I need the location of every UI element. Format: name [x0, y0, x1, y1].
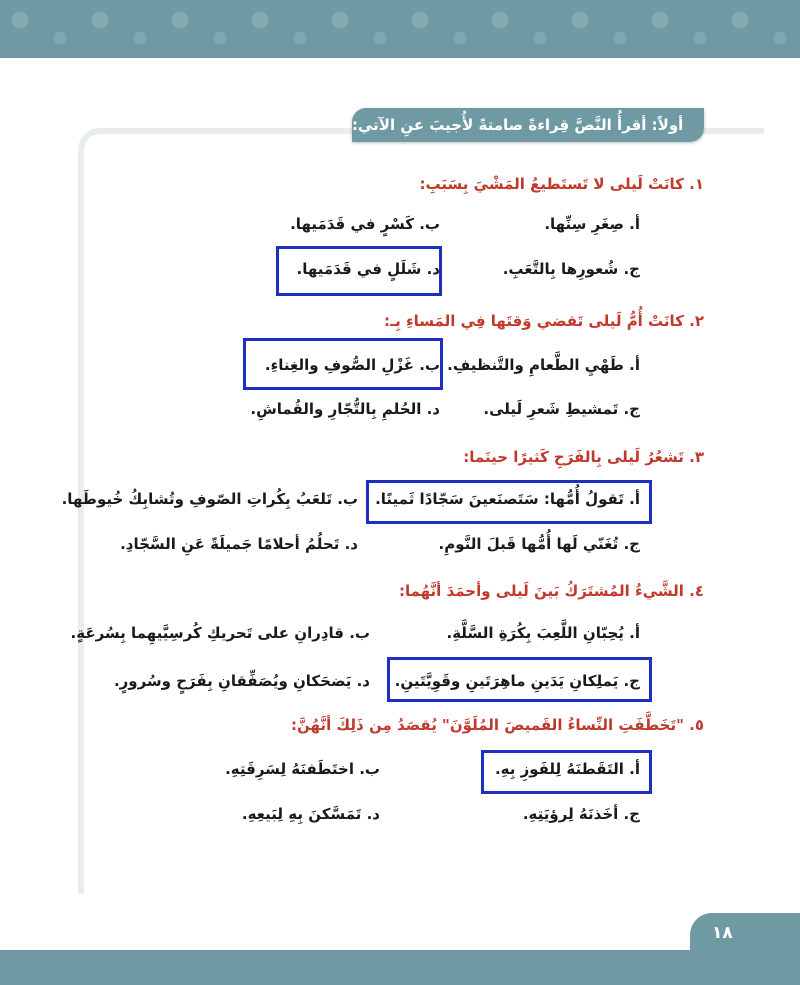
bottom-decorative-band	[0, 950, 800, 985]
answer-highlight-box	[481, 750, 652, 794]
section-instruction	[352, 108, 704, 142]
question-5-option-d[interactable]: د. تَمَسَّكنَ بِهِ لِبَيعِهِ.	[241, 805, 380, 823]
question-2-option-d[interactable]: د. الحُلمِ بِالتُّجّارِ والقُماشِ.	[250, 400, 440, 418]
question-3-option-a[interactable]: أ. تَقولُ أُمُّها: سَتَصنَعينَ سَجّادًا ثَمينًا.	[375, 490, 640, 508]
question-2-stem: ٢. كانَتْ أُمُّ لَيلى تَقضي وَقتَها فِي المَساءِ بِـ:	[383, 312, 704, 330]
question-1-option-d[interactable]: د. شَلَلٍ في قَدَمَيها.	[296, 260, 440, 278]
page-number-tab	[690, 913, 800, 953]
top-decorative-band	[0, 0, 800, 58]
question-2-option-a[interactable]: أ. طَهْيِ الطَّعامِ والتَّنظيفِ.	[447, 356, 640, 374]
question-3-option-b[interactable]: ب. تَلعَبُ بِكُراتِ الصّوفِ وتُشابِكُ خُيوطَها.	[61, 490, 358, 508]
section-instruction-text: أولاً: أقرأُ النَّصَّ قِراءةً صامتةً لأُجيبَ عنِ الآتي:	[352, 116, 684, 134]
question-1-stem: ١. كانَتْ لَيلى لا تَستَطيعُ المَشْيَ بِسَبَبِ:	[419, 175, 704, 193]
answer-highlight-box	[243, 338, 443, 390]
question-5-option-c[interactable]: ج. أخَذنَهُ لِرؤيَتِهِ.	[522, 805, 640, 823]
question-2-option-c[interactable]: ج. تَمشيطِ شَعرِ لَيلى.	[483, 400, 640, 418]
page-number: ١٨	[712, 923, 733, 943]
question-5-option-a[interactable]: أ. التَقَطنَهُ لِلفَوزِ بِهِ.	[494, 760, 640, 778]
decorative-pattern	[0, 0, 800, 58]
question-4-option-d[interactable]: د. يَضحَكانِ ويُصَفِّقانِ بِفَرَحٍ وسُرورٍ.	[113, 672, 370, 690]
question-2-option-b[interactable]: ب. غَزْلِ الصُّوفِ والغِناءِ.	[264, 356, 440, 374]
question-4-stem: ٤. الشَّيءُ المُشتَرَكُ بَينَ لَيلى وأحمَدَ أنَّهُما:	[398, 582, 704, 600]
question-5-stem: ٥. "تَخَطَّفَتِ النِّساءُ القَميصَ المُلَوَّنَ" يُقصَدُ مِن ذَلِكَ أنَّهُنَّ:	[291, 716, 704, 734]
question-3-option-c[interactable]: ج. تُغَنّي لَها أُمُّها قَبلَ النَّومِ.	[438, 535, 640, 553]
answer-highlight-box	[366, 480, 652, 524]
question-3-option-d[interactable]: د. تَحلُمُ أحلامًا جَميلَةً عَنِ السَّجّادِ.	[120, 535, 358, 553]
question-4-option-a[interactable]: أ. يُحِبّانِ اللَّعِبَ بِكُرَةِ السَّلَّةِ.	[446, 624, 640, 642]
question-1-option-b[interactable]: ب. كَسْرٍ في قَدَمَيها.	[290, 215, 440, 233]
question-4-option-c[interactable]: ج. يَملِكانِ يَدَينِ ماهِرَتَينِ وقَوِيَّتَينِ.	[394, 672, 640, 690]
answer-highlight-box	[387, 657, 652, 702]
question-5-option-b[interactable]: ب. اختَطَفنَهُ لِسَرِقَتِهِ.	[225, 760, 380, 778]
answer-highlight-box	[276, 246, 442, 296]
question-1-option-c[interactable]: ج. شُعورِها بِالتَّعَبِ.	[502, 260, 640, 278]
question-3-stem: ٣. تَشعُرُ لَيلى بِالفَرَحِ كَثيرًا حينَما:	[463, 448, 704, 466]
question-4-option-b[interactable]: ب. قادِرانِ على تَحريكِ كُرسِيَّيهِما بِسُرعَةٍ.	[70, 624, 370, 642]
question-1-option-a[interactable]: أ. صِغَرِ سِنِّها.	[544, 215, 640, 233]
